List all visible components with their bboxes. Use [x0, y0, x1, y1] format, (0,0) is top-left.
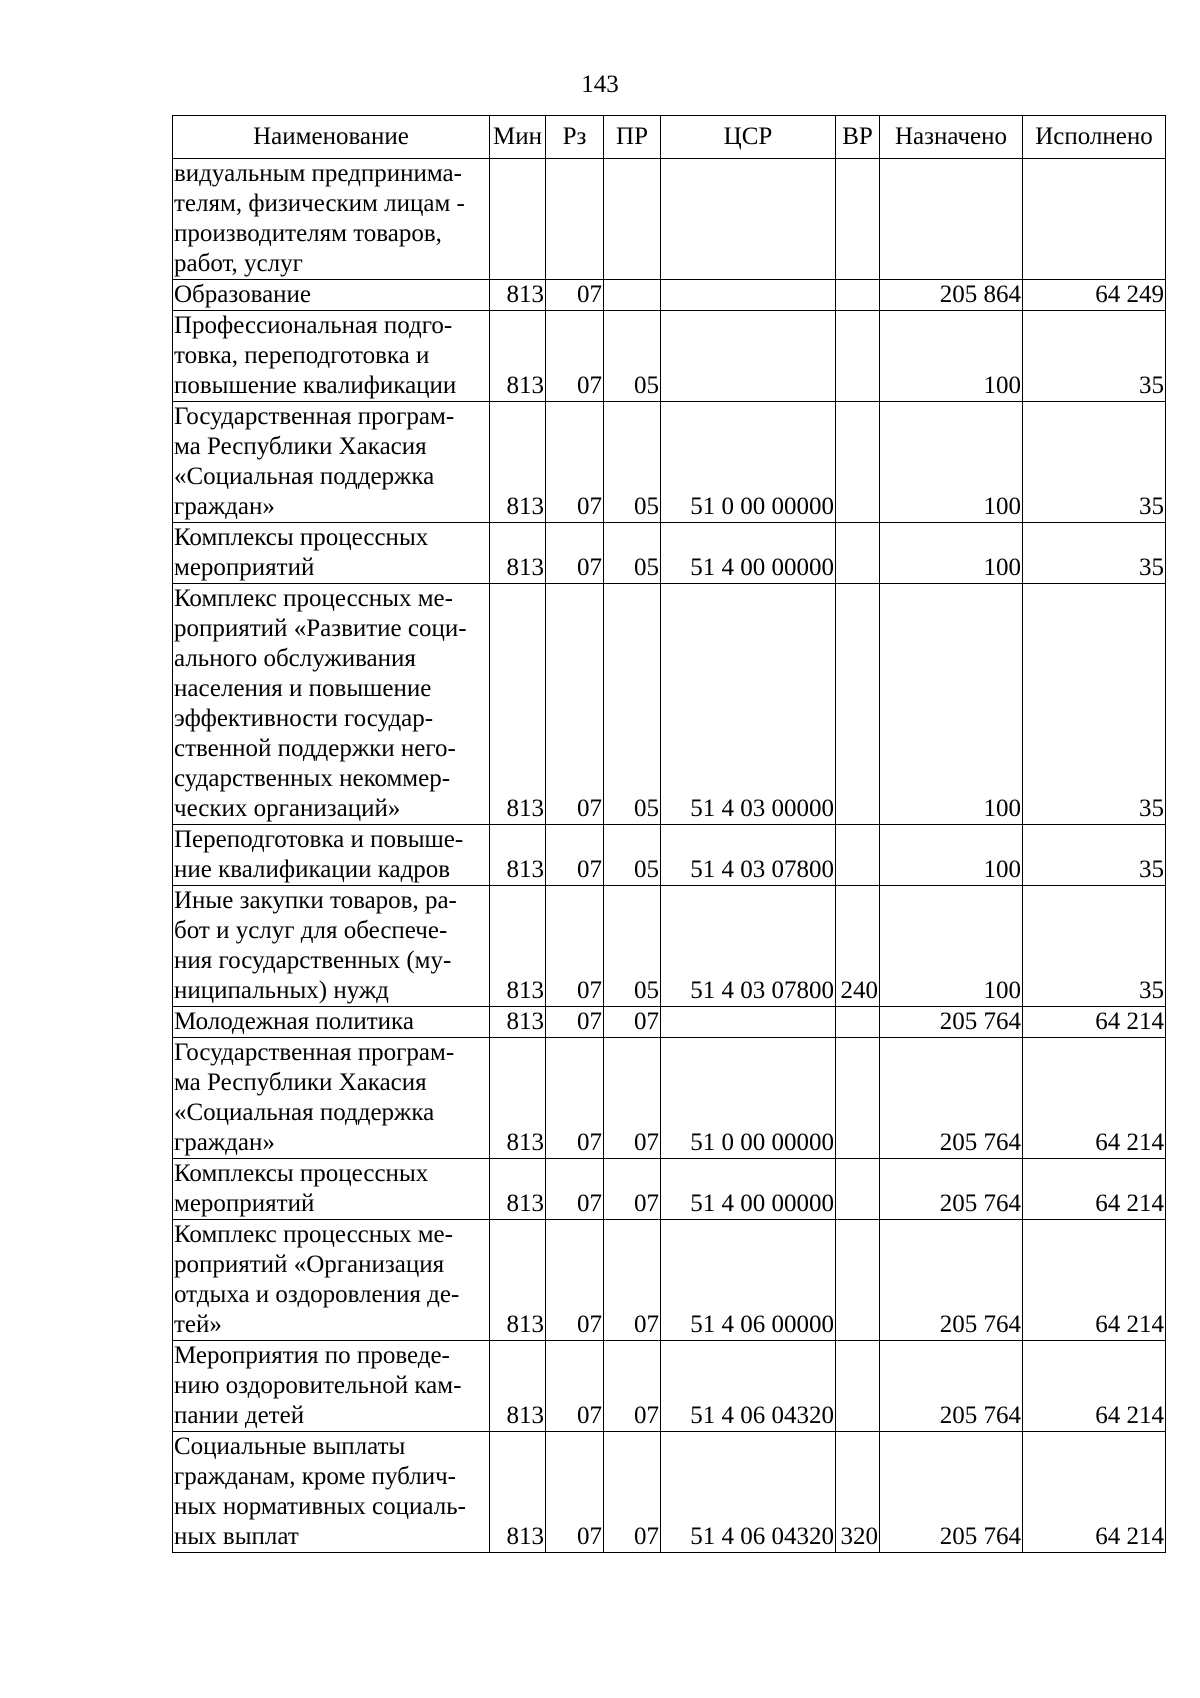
- row-csr-cell: 51 4 03 00000: [661, 584, 836, 825]
- row-pr-cell: 05: [604, 584, 661, 825]
- row-executed-cell: 64 214: [1023, 1159, 1166, 1220]
- row-name-line: ма Республики Хакасия: [174, 1069, 427, 1096]
- row-vr-cell: [836, 584, 880, 825]
- row-name-line: Комплекс процессных ме-: [174, 585, 453, 612]
- row-csr-cell: [661, 159, 836, 280]
- row-name-line: ма Республики Хакасия: [174, 433, 427, 460]
- row-csr-cell: 51 4 03 07800: [661, 825, 836, 886]
- table-row: [173, 1007, 1166, 1038]
- row-assigned-cell: 100: [880, 825, 1023, 886]
- row-pr-cell: 07: [604, 1038, 661, 1159]
- row-vr-cell: [836, 311, 880, 402]
- row-min-cell: 813: [490, 825, 546, 886]
- row-csr-cell: 51 4 06 04320: [661, 1341, 836, 1432]
- row-name-line: тей»: [174, 1311, 222, 1338]
- row-name-line: телям, физическим лицам -: [174, 190, 465, 217]
- row-vr-cell: 320: [836, 1432, 880, 1553]
- row-name-cell: [173, 886, 490, 1007]
- row-pr-cell: 07: [604, 1220, 661, 1341]
- row-csr-cell: [661, 311, 836, 402]
- row-name-cell: [173, 402, 490, 523]
- column-header-assigned: Назначено: [880, 116, 1023, 159]
- row-name-line: повышение квалификации: [174, 372, 457, 399]
- row-name-cell: [173, 1341, 490, 1432]
- row-csr-cell: 51 4 06 00000: [661, 1220, 836, 1341]
- row-csr-cell: [661, 280, 836, 311]
- row-csr-cell: 51 4 00 00000: [661, 1159, 836, 1220]
- row-pr-cell: 05: [604, 311, 661, 402]
- row-pr-cell: [604, 280, 661, 311]
- row-name-line: Комплекс процессных ме-: [174, 1221, 453, 1248]
- row-min-cell: 813: [490, 402, 546, 523]
- row-assigned-cell: 205 764: [880, 1159, 1023, 1220]
- row-name-cell: [173, 523, 490, 584]
- row-name-line: населения и повышение: [174, 675, 432, 702]
- row-rz-cell: 07: [546, 1007, 604, 1038]
- table-row: [173, 1432, 1166, 1553]
- row-rz-cell: [546, 159, 604, 280]
- row-min-cell: 813: [490, 523, 546, 584]
- row-rz-cell: 07: [546, 1432, 604, 1553]
- row-assigned-cell: 100: [880, 886, 1023, 1007]
- row-assigned-cell: 205 764: [880, 1220, 1023, 1341]
- row-assigned-cell: 100: [880, 311, 1023, 402]
- row-executed-cell: [1023, 159, 1166, 280]
- column-header-vr: ВР: [836, 116, 880, 159]
- row-rz-cell: 07: [546, 886, 604, 1007]
- row-pr-cell: 05: [604, 523, 661, 584]
- row-min-cell: 813: [490, 1159, 546, 1220]
- row-name-line: мероприятий: [174, 1190, 315, 1217]
- row-name-cell: [173, 280, 490, 311]
- row-name-cell: [173, 1432, 490, 1553]
- table-row: [173, 1159, 1166, 1220]
- row-name-cell: [173, 1159, 490, 1220]
- row-assigned-cell: 205 764: [880, 1007, 1023, 1038]
- row-name-line: Комплексы процессных: [174, 524, 429, 551]
- row-vr-cell: [836, 1159, 880, 1220]
- row-name-line: ческих организаций»: [174, 795, 401, 822]
- row-executed-cell: 64 249: [1023, 280, 1166, 311]
- row-name-line: мероприятий: [174, 554, 315, 581]
- row-name-line: Молодежная политика: [174, 1008, 414, 1035]
- row-name-line: «Социальная поддержка: [174, 1099, 435, 1126]
- table-row: [173, 886, 1166, 1007]
- row-name-line: роприятий «Организация: [174, 1251, 445, 1278]
- row-executed-cell: 35: [1023, 523, 1166, 584]
- row-min-cell: 813: [490, 1038, 546, 1159]
- budget-table: [172, 115, 1166, 1553]
- row-assigned-cell: 100: [880, 584, 1023, 825]
- row-csr-cell: 51 4 06 04320: [661, 1432, 836, 1553]
- row-executed-cell: 64 214: [1023, 1341, 1166, 1432]
- column-header-csr: ЦСР: [661, 116, 836, 159]
- row-vr-cell: [836, 1341, 880, 1432]
- page-number: 143: [581, 71, 619, 98]
- row-vr-cell: 240: [836, 886, 880, 1007]
- row-assigned-cell: 205 764: [880, 1038, 1023, 1159]
- row-name-line: нию оздоровительной кам-: [174, 1372, 462, 1399]
- column-header-pr: ПР: [604, 116, 661, 159]
- row-name-line: Комплексы процессных: [174, 1160, 429, 1187]
- row-rz-cell: 07: [546, 584, 604, 825]
- row-pr-cell: [604, 159, 661, 280]
- row-rz-cell: 07: [546, 402, 604, 523]
- row-executed-cell: 35: [1023, 825, 1166, 886]
- row-name-line: Переподготовка и повыше-: [174, 826, 464, 853]
- row-vr-cell: [836, 402, 880, 523]
- row-csr-cell: [661, 1007, 836, 1038]
- row-name-line: работ, услуг: [174, 250, 303, 277]
- column-header-min: Мин: [490, 116, 546, 159]
- row-name-line: ственной поддержки него-: [174, 735, 456, 762]
- table-row: [173, 280, 1166, 311]
- row-assigned-cell: [880, 159, 1023, 280]
- row-name-line: Социальные выплаты: [174, 1433, 406, 1460]
- row-name-line: Государственная програм-: [174, 1039, 455, 1066]
- row-name-line: отдыха и оздоровления де-: [174, 1281, 460, 1308]
- row-pr-cell: 07: [604, 1159, 661, 1220]
- row-executed-cell: 64 214: [1023, 1432, 1166, 1553]
- header-row: [173, 116, 1166, 159]
- row-min-cell: 813: [490, 311, 546, 402]
- row-min-cell: 813: [490, 1220, 546, 1341]
- row-csr-cell: 51 0 00 00000: [661, 402, 836, 523]
- row-csr-cell: 51 0 00 00000: [661, 1038, 836, 1159]
- row-name-line: граждан»: [174, 1129, 275, 1156]
- row-name-line: Мероприятия по проведе-: [174, 1342, 450, 1369]
- row-assigned-cell: 205 764: [880, 1341, 1023, 1432]
- table-row: [173, 584, 1166, 825]
- row-name-line: сударственных некоммер-: [174, 765, 451, 792]
- row-name-line: ных нормативных социаль-: [174, 1493, 466, 1520]
- row-rz-cell: 07: [546, 311, 604, 402]
- row-name-cell: [173, 584, 490, 825]
- row-assigned-cell: 205 864: [880, 280, 1023, 311]
- row-executed-cell: 64 214: [1023, 1007, 1166, 1038]
- row-vr-cell: [836, 159, 880, 280]
- row-name-line: ального обслуживания: [174, 645, 416, 672]
- column-header-executed: Исполнено: [1023, 116, 1166, 159]
- row-assigned-cell: 205 764: [880, 1432, 1023, 1553]
- row-executed-cell: 35: [1023, 886, 1166, 1007]
- table-row: [173, 825, 1166, 886]
- row-rz-cell: 07: [546, 825, 604, 886]
- row-name-line: ния государственных (му-: [174, 947, 452, 974]
- row-pr-cell: 07: [604, 1007, 661, 1038]
- table-row: [173, 1220, 1166, 1341]
- table-row: [173, 311, 1166, 402]
- row-name-line: ных выплат: [174, 1523, 299, 1550]
- row-vr-cell: [836, 523, 880, 584]
- column-header-name: Наименование: [173, 116, 490, 159]
- row-csr-cell: 51 4 00 00000: [661, 523, 836, 584]
- table-row: [173, 1341, 1166, 1432]
- row-name-cell: [173, 1007, 490, 1038]
- row-vr-cell: [836, 1220, 880, 1341]
- row-vr-cell: [836, 825, 880, 886]
- row-min-cell: 813: [490, 1007, 546, 1038]
- row-name-cell: [173, 1038, 490, 1159]
- row-name-line: ниципальных) нужд: [174, 977, 389, 1004]
- row-executed-cell: 35: [1023, 402, 1166, 523]
- row-name-line: производителям товаров,: [174, 220, 442, 247]
- table-row: [173, 159, 1166, 280]
- row-name-cell: [173, 311, 490, 402]
- row-rz-cell: 07: [546, 1159, 604, 1220]
- row-executed-cell: 35: [1023, 311, 1166, 402]
- row-min-cell: 813: [490, 1341, 546, 1432]
- row-pr-cell: 07: [604, 1432, 661, 1553]
- row-name-line: Образование: [174, 281, 312, 308]
- row-name-cell: [173, 159, 490, 280]
- row-name-line: Государственная програм-: [174, 403, 455, 430]
- column-header-rz: Рз: [546, 116, 604, 159]
- row-name-line: видуальным предпринима-: [174, 160, 462, 187]
- row-min-cell: 813: [490, 280, 546, 311]
- row-rz-cell: 07: [546, 1038, 604, 1159]
- row-name-line: Профессиональная подго-: [174, 312, 453, 339]
- row-rz-cell: 07: [546, 523, 604, 584]
- row-name-line: гражданам, кроме публич-: [174, 1463, 456, 1490]
- row-min-cell: 813: [490, 584, 546, 825]
- row-vr-cell: [836, 1038, 880, 1159]
- row-assigned-cell: 100: [880, 523, 1023, 584]
- row-name-line: ние квалификации кадров: [174, 856, 451, 883]
- table-row: [173, 523, 1166, 584]
- row-name-cell: [173, 1220, 490, 1341]
- row-min-cell: 813: [490, 886, 546, 1007]
- row-name-line: эффективности государ-: [174, 705, 434, 732]
- row-pr-cell: 05: [604, 402, 661, 523]
- table-row: [173, 402, 1166, 523]
- row-pr-cell: 07: [604, 1341, 661, 1432]
- row-rz-cell: 07: [546, 280, 604, 311]
- row-name-line: граждан»: [174, 493, 275, 520]
- row-vr-cell: [836, 1007, 880, 1038]
- row-assigned-cell: 100: [880, 402, 1023, 523]
- row-executed-cell: 64 214: [1023, 1220, 1166, 1341]
- row-pr-cell: 05: [604, 825, 661, 886]
- row-name-line: бот и услуг для обеспече-: [174, 917, 448, 944]
- row-executed-cell: 35: [1023, 584, 1166, 825]
- row-vr-cell: [836, 280, 880, 311]
- row-rz-cell: 07: [546, 1220, 604, 1341]
- row-name-line: Иные закупки товаров, ра-: [174, 887, 457, 914]
- row-name-line: «Социальная поддержка: [174, 463, 435, 490]
- row-name-line: роприятий «Развитие соци-: [174, 615, 467, 642]
- table-row: [173, 1038, 1166, 1159]
- row-pr-cell: 05: [604, 886, 661, 1007]
- row-name-line: товка, переподготовка и: [174, 342, 430, 369]
- row-name-line: пании детей: [174, 1402, 305, 1429]
- table-body: [173, 159, 1166, 1553]
- row-executed-cell: 64 214: [1023, 1038, 1166, 1159]
- row-csr-cell: 51 4 03 07800: [661, 886, 836, 1007]
- row-name-cell: [173, 825, 490, 886]
- row-min-cell: [490, 159, 546, 280]
- row-rz-cell: 07: [546, 1341, 604, 1432]
- row-min-cell: 813: [490, 1432, 546, 1553]
